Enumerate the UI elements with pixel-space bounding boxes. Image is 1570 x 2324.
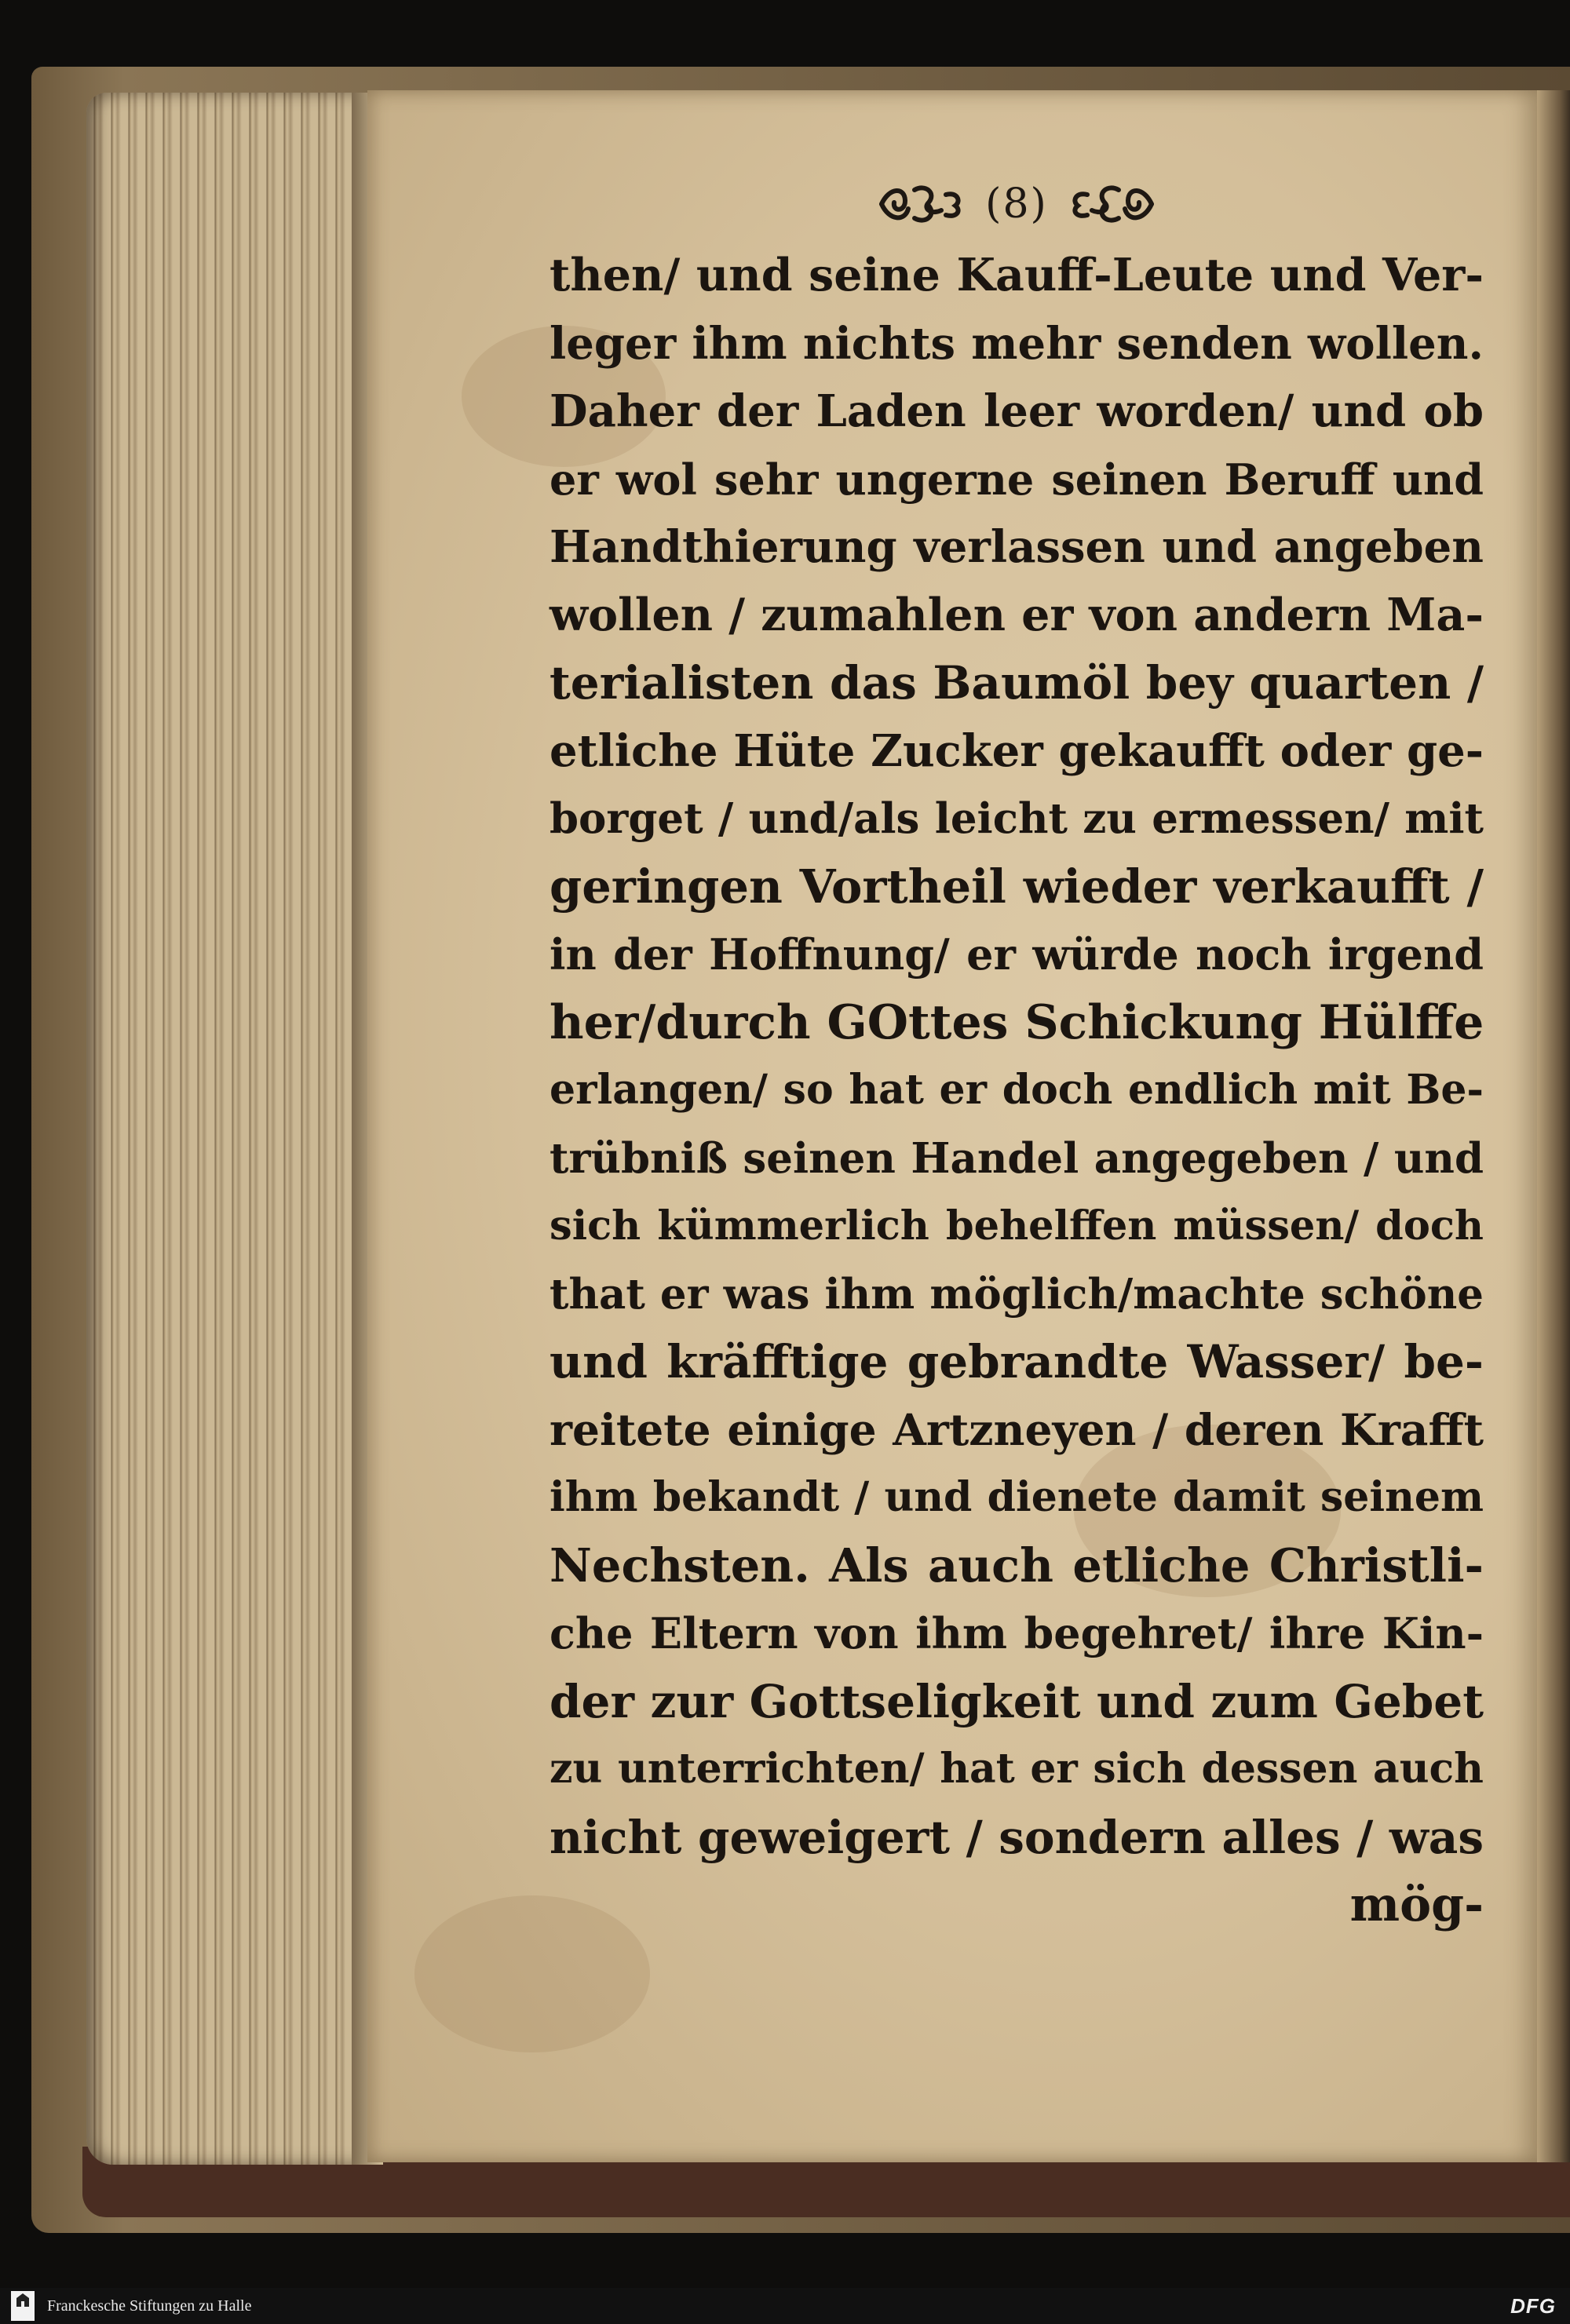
text-line: er wol sehr ungerne seinen Beruff und <box>550 454 1484 505</box>
text-line: erlangen/ so hat er doch endlich mit Be- <box>550 1066 1484 1114</box>
text-line: then/ und seine Kauff-Leute und Ver- <box>550 249 1484 301</box>
body-text <box>550 242 1484 1939</box>
dfg-logo: DFG <box>1510 2294 1556 2318</box>
left-page-stack <box>86 93 377 2165</box>
text-line: der zur Gottseligkeit und zum Gebet <box>550 1674 1484 1728</box>
text-line: in der Hoffnung/ er würde noch irgend <box>550 929 1484 980</box>
text-line: etliche Hüte Zucker gekaufft oder ge- <box>550 724 1484 777</box>
building-icon <box>14 2291 31 2308</box>
text-line: that er was ihm möglich/machte schöne <box>550 1269 1484 1319</box>
text-line: terialisten das Baumöl bey quarten / <box>550 656 1484 710</box>
footer-bar <box>0 2288 1570 2324</box>
text-line: Handthierung verlassen und angeben <box>550 521 1484 573</box>
text-line: ihm bekandt / und dienete damit seinem <box>550 1473 1484 1521</box>
flourish-ornament-right-icon <box>1065 179 1159 229</box>
text-line: her/durch GOttes Schickung Hülffe <box>550 994 1484 1050</box>
text-line: leger ihm nichts mehr senden wollen. <box>550 317 1484 370</box>
text-line: und kräfftige gebrandte Wasser/ be- <box>550 1335 1484 1388</box>
right-page-edge <box>1537 90 1570 2162</box>
catchword: mög- <box>1349 1877 1484 1932</box>
text-line: wollen / zumahlen er von andern Ma- <box>550 588 1484 641</box>
text-line: trübniß seinen Handel angegeben / und <box>550 1133 1484 1183</box>
page-number: (8) <box>985 181 1048 228</box>
text-line: Nechsten. Als auch etliche Christli- <box>550 1538 1484 1593</box>
text-line: geringen Vortheil wieder verkaufft / <box>550 859 1484 914</box>
text-line: Daher der Laden leer worden/ und ob <box>550 385 1484 437</box>
text-line: sich kümmerlich behelffen müssen/ doch <box>550 1202 1484 1250</box>
page-header <box>832 174 1201 234</box>
flourish-ornament-left-icon <box>874 179 968 229</box>
text-line: reitete einige Artzneyen / deren Krafft <box>550 1403 1484 1455</box>
institution-logo-icon <box>11 2291 35 2321</box>
institution-name: Franckesche Stiftungen zu Halle <box>47 2297 252 2315</box>
text-line: che Eltern von ihm begehret/ ihre Kin- <box>550 1608 1484 1658</box>
text-line: zu unterrichten/ hat er sich dessen auch <box>550 1745 1484 1793</box>
text-line: borget / und/als leicht zu ermessen/ mit <box>550 794 1484 843</box>
text-line: nicht geweigert / sondern alles / was <box>550 1810 1484 1864</box>
